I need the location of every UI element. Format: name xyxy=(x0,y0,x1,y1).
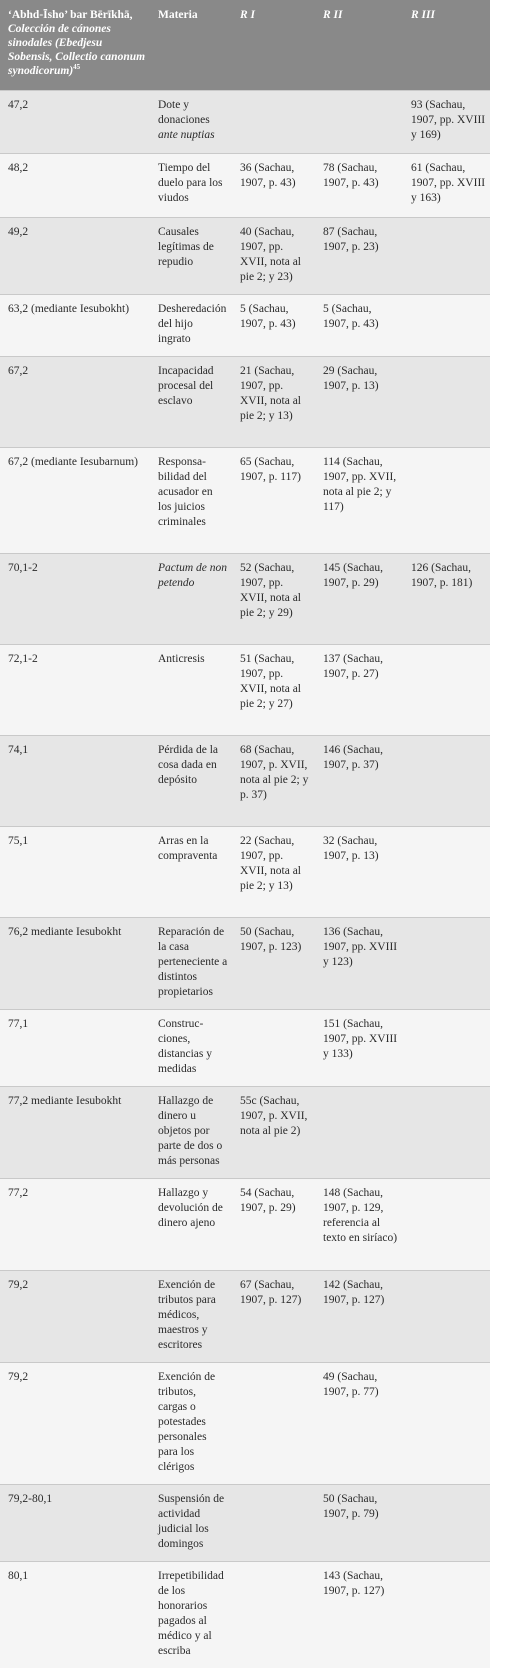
cell-r3 xyxy=(403,1484,490,1561)
cell-source-ref: 74,1 xyxy=(8,743,29,756)
cell-r3: 93 (Sachau, 1907, pp. XVIII y 169) xyxy=(411,98,486,141)
cell-r1: 51 (Sachau, 1907, pp. XVII, nota al pie 2; y 27) xyxy=(240,652,301,710)
header-footnote-mark: 45 xyxy=(73,63,81,72)
materia-text: Anticresis xyxy=(158,652,205,665)
cell-r1: 21 (Sachau, 1907, pp. XVII, nota al pie 2; y 13) xyxy=(240,364,301,422)
cell-source-ref: 75,1 xyxy=(8,834,29,847)
cell-r1: 54 (Sachau, 1907, p. 29) xyxy=(240,1186,296,1214)
cell-r1: 50 (Sachau, 1907, p. 123) xyxy=(240,925,302,953)
cell-r1: 55c (Sachau, 1907, p. XVII, nota al pie 2) xyxy=(240,1094,308,1137)
cell-r3 xyxy=(403,1009,490,1086)
cell-r3: 126 (Sachau, 1907, p. 181) xyxy=(411,561,473,589)
cell-materia xyxy=(150,1561,232,1668)
cell-source-ref: 76,2 mediante Iesubokht xyxy=(8,925,122,938)
cell-source-ref: 79,2-80,1 xyxy=(8,1492,53,1505)
cell-materia xyxy=(150,447,232,553)
table-row xyxy=(0,294,490,356)
header-source-column xyxy=(0,0,150,90)
cell-source-ref: 67,2 xyxy=(8,364,29,377)
materia-text: Irrepetibilidad de los honorarios pagados al médico y al escriba xyxy=(158,1569,224,1657)
materia-text: Responsabilidad del acusador en los juicios criminales xyxy=(158,455,213,528)
cell-r2: 142 (Sachau, 1907, p. 127) xyxy=(323,1278,385,1306)
cell-r2: 143 (Sachau, 1907, p. 127) xyxy=(323,1569,385,1597)
cell-r1: 36 (Sachau, 1907, p. 43) xyxy=(240,161,296,189)
table-row xyxy=(0,217,490,294)
materia-text: Hallazgo de dinero u objetos por parte de dos o más personas xyxy=(158,1094,223,1167)
cell-r1: 40 (Sachau, 1907, pp. XVII, nota al pie 2; y 23) xyxy=(240,225,301,283)
cell-r1: 67 (Sachau, 1907, p. 127) xyxy=(240,1278,302,1306)
cell-materia xyxy=(150,294,232,356)
table-row xyxy=(0,153,490,217)
cell-r1: 22 (Sachau, 1907, pp. XVII, nota al pie 2; y 13) xyxy=(240,834,301,892)
cell-source-ref: 77,2 xyxy=(8,1186,29,1199)
materia-text: Pérdida de la cosa dada en depósito xyxy=(158,743,219,786)
cell-materia xyxy=(150,1484,232,1561)
cell-r1 xyxy=(232,1362,315,1484)
cell-r3 xyxy=(403,1178,490,1270)
cell-r2: 145 (Sachau, 1907, p. 29) xyxy=(323,561,384,589)
table-row xyxy=(0,1086,490,1178)
table-row xyxy=(0,1561,490,1668)
header-row xyxy=(0,0,490,90)
cell-r1: 68 (Sachau, 1907, p. XVII, nota al pie 2; y p. 37) xyxy=(240,743,309,801)
cell-source-ref: 80,1 xyxy=(8,1569,29,1582)
cell-source-ref: 49,2 xyxy=(8,225,29,238)
materia-text: Exención de tributos, cargas o potestades personales para los clérigos xyxy=(158,1370,216,1473)
materia-text: Incapacidad procesal del esclavo xyxy=(158,364,214,407)
cell-r2: 29 (Sachau, 1907, p. 13) xyxy=(323,364,379,392)
cell-materia xyxy=(150,90,232,153)
table-row xyxy=(0,1362,490,1484)
header-source-title: Colección de cánones sinodales (Ebedjesu Sobensis, Collectio canonum synodicorum) xyxy=(8,23,146,77)
cell-r2: 146 (Sachau, 1907, p. 37) xyxy=(323,743,384,771)
materia-text: Dote y donaciones xyxy=(158,98,210,126)
header-r1: R I xyxy=(240,9,256,21)
cell-r2: 114 (Sachau, 1907, pp. XVII, nota al pie 2; y 117) xyxy=(323,455,397,513)
cell-source-ref: 79,2 xyxy=(8,1370,29,1383)
cell-source-ref: 67,2 (mediante Iesubarnum) xyxy=(8,455,138,468)
cell-r1: 65 (Sachau, 1907, p. 117) xyxy=(240,455,301,483)
cell-source-ref: 70,1-2 xyxy=(8,561,38,574)
cell-materia xyxy=(150,217,232,294)
cell-r2 xyxy=(315,1086,403,1178)
table-body xyxy=(0,90,490,1668)
cell-materia xyxy=(150,1086,232,1178)
cell-r3 xyxy=(403,826,490,917)
cell-source-ref: 48,2 xyxy=(8,161,29,174)
materia-text: Exención de tributos para médicos, maestros y escritores xyxy=(158,1278,216,1351)
materia-text: Suspensión de actividad judicial los domingos xyxy=(158,1492,225,1550)
table-row xyxy=(0,1009,490,1086)
cell-r3 xyxy=(403,447,490,553)
materia-text: Tiempo del duelo para los viudos xyxy=(158,161,223,204)
cell-materia xyxy=(150,644,232,735)
cell-r2: 151 (Sachau, 1907, pp. XVIII y 133) xyxy=(323,1017,398,1060)
cell-r3 xyxy=(403,1362,490,1484)
cell-r3 xyxy=(403,356,490,447)
cell-r2 xyxy=(315,90,403,153)
header-source-author: ‘Abhd-Īsho’ bar Bērīkhā, xyxy=(8,9,133,21)
materia-italic-text: ante nuptias xyxy=(158,128,215,141)
cell-r1: 52 (Sachau, 1907, pp. XVII, nota al pie 2; y 29) xyxy=(240,561,301,619)
cell-r3 xyxy=(403,294,490,356)
cell-r2: 78 (Sachau, 1907, p. 43) xyxy=(323,161,379,189)
cell-source-ref: 63,2 (mediante Iesubokht) xyxy=(8,302,130,315)
materia-text: Construcciones, distancias y medidas xyxy=(158,1017,212,1075)
cell-materia xyxy=(150,826,232,917)
table-row xyxy=(0,447,490,553)
cell-source-ref: 79,2 xyxy=(8,1278,29,1291)
materia-text: Hallazgo y devolución de dinero ajeno xyxy=(158,1186,223,1229)
materia-text: Causales legítimas de repudio xyxy=(158,225,214,268)
cell-r1 xyxy=(232,1561,315,1668)
cell-r1 xyxy=(232,1009,315,1086)
cell-r1: 5 (Sachau, 1907, p. 43) xyxy=(240,302,296,330)
cell-r2: 49 (Sachau, 1907, p. 77) xyxy=(323,1370,379,1398)
cell-r3 xyxy=(403,1086,490,1178)
cell-r3 xyxy=(403,735,490,826)
cell-r2: 136 (Sachau, 1907, pp. XVIII y 123) xyxy=(323,925,398,968)
cell-r1 xyxy=(232,1484,315,1561)
table-row xyxy=(0,1178,490,1270)
table-row xyxy=(0,826,490,917)
cell-source-ref: 77,1 xyxy=(8,1017,29,1030)
cell-materia xyxy=(150,356,232,447)
cell-materia xyxy=(150,153,232,217)
cell-source-ref: 47,2 xyxy=(8,98,29,111)
table-row xyxy=(0,1270,490,1362)
table-row xyxy=(0,356,490,447)
table-row xyxy=(0,90,490,153)
cell-source-ref: 77,2 mediante Iesubokht xyxy=(8,1094,122,1107)
table-header xyxy=(0,0,490,90)
table-row xyxy=(0,644,490,735)
materia-text: Arras en la compraventa xyxy=(158,834,218,862)
cell-r2: 137 (Sachau, 1907, p. 27) xyxy=(323,652,384,680)
table-row xyxy=(0,1484,490,1561)
cell-r3 xyxy=(403,644,490,735)
header-r3: R III xyxy=(411,9,435,21)
cell-source-ref: 72,1-2 xyxy=(8,652,38,665)
cell-r2: 32 (Sachau, 1907, p. 13) xyxy=(323,834,379,862)
header-materia: Materia xyxy=(158,9,198,21)
cell-materia xyxy=(150,1178,232,1270)
table-row xyxy=(0,553,490,644)
cell-materia xyxy=(150,553,232,644)
table-row xyxy=(0,735,490,826)
cell-materia xyxy=(150,735,232,826)
table-row xyxy=(0,917,490,1009)
cell-materia xyxy=(150,1362,232,1484)
header-r2: R II xyxy=(323,9,343,21)
cell-r3 xyxy=(403,1561,490,1668)
cell-r2: 5 (Sachau, 1907, p. 43) xyxy=(323,302,379,330)
cell-materia xyxy=(150,917,232,1009)
cell-materia xyxy=(150,1009,232,1086)
cell-materia xyxy=(150,1270,232,1362)
cell-r3: 61 (Sachau, 1907, pp. XVIII y 163) xyxy=(411,161,486,204)
cell-r2: 50 (Sachau, 1907, p. 79) xyxy=(323,1492,379,1520)
cell-r2: 87 (Sachau, 1907, p. 23) xyxy=(323,225,379,253)
cell-r2: 148 (Sachau, 1907, p. 129, referencia al texto en siríaco) xyxy=(323,1186,398,1244)
materia-text: Desheredación del hijo ingrato xyxy=(158,302,227,345)
cell-r3 xyxy=(403,1270,490,1362)
materia-text: Reparación de la casa perteneciente a distintos propietarios xyxy=(158,925,228,998)
cell-r1 xyxy=(232,90,315,153)
cell-r3 xyxy=(403,917,490,1009)
materia-italic-text: Pactum de non petendo xyxy=(158,561,227,589)
cell-r3 xyxy=(403,217,490,294)
